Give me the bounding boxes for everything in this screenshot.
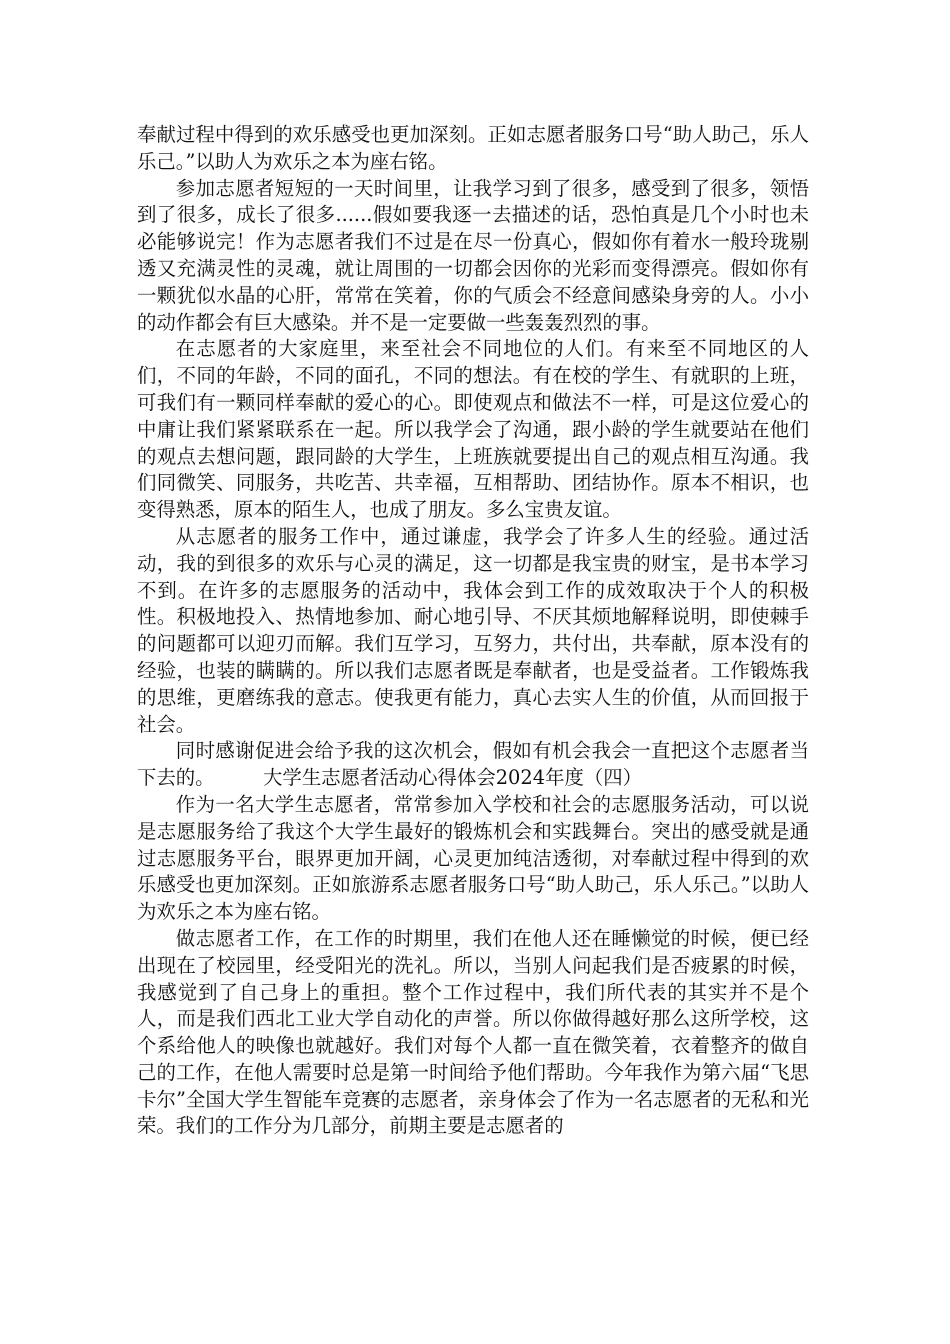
paragraph-1: 奉献过程中得到的欢乐感受也更加深刻。正如志愿者服务口号“助人助己，乐人乐己。”以助人为欢乐之本为座右铭。 [137, 123, 809, 173]
paragraph-4: 从志愿者的服务工作中，通过谦虚，我学会了许多人生的经验。通过活动，我的到很多的欢乐与心灵的满足，这一切都是我宝贵的财宝，是书本学习不到。在许多的志愿服务的活动中，我体会到工作的成效取决于个人的积极性。积极地投入、热情地参加、耐心地引导、不厌其烦地解释说明，即使棘手的问题都可以迎刃而解。我们互学习，互努力，共付出，共奉献，原本没有的经验，也装的瞒瞒的。所以我们志愿者既是奉献者，也是受益者。工作锻炼我的思维，更磨练我的意志。使我更有能力，真心去实人生的价值，从而回报于社会。 [137, 524, 809, 736]
paragraph-2: 参加志愿者短短的一天时间里，让我学习到了很多，感受到了很多，领悟到了很多，成长了很多......假如要我逐一去描述的话，恐怕真是几个小时也未必能够说完！作为志愿者我们不过是在尽一份真心，假如你有着水一般玲珑剔透又充满灵性的灵魂，就让周围的一切都会因你的光彩而变得漂亮。假如你有一颗犹似水晶的心肝，常常在笑着，你的气质会不经意间感染身旁的人。小小的动作都会有巨大感染。并不是一定要做一些轰轰烈烈的事。 [137, 176, 809, 334]
paragraph-7: 做志愿者工作，在工作的时期里，我们在他人还在睡懒觉的时候，便已经出现在了校园里，经受阳光的洗礼。所以，当别人问起我们是否疲累的时候，我感觉到了自己身上的重担。整个工作过程中，我们所代表的其实并不是个人，而是我们西北工业大学自动化的声誉。所以你做得越好那么这所学校，这个系给他人的映像也就越好。我们对每个人都一直在微笑着，衣着整齐的做自己的工作，在他人需要时总是第一时间给予他们帮助。今年我作为第六届“飞思卡尔”全国大学生智能车竞赛的志愿者，亲身体会了作为一名志愿者的无私和光荣。我们的工作分为几部分，前期主要是志愿者的 [137, 926, 809, 1138]
paragraph-3: 在志愿者的大家庭里，来至社会不同地位的人们。有来至不同地区的人们，不同的年龄，不同的面孔，不同的想法。有在校的学生、有就职的上班，可我们有一颗同样奉献的爱心的心。即使观点和做法不一样，可是这位爱心的中庸让我们紧紧联系在一起。所以我学会了沟通，跟小龄的学生就要站在他们的观点去想问题，跟同龄的大学生，上班族就要提出自己的观点相互沟通。我们同微笑、同服务，共吃苦、共幸福，互相帮助、团结协作。原本不相识，也变得熟悉，原本的陌生人，也成了朋友。多么宝贵友谊。 [137, 337, 809, 522]
paragraph-5: 同时感谢促进会给予我的这次机会，假如有机会我会一直把这个志愿者当下去的。 大学生志愿者活动心得体会2024年度（四） [137, 739, 809, 790]
paragraph-6: 作为一名大学生志愿者，常常参加入学校和社会的志愿服务活动，可以说是志愿服务给了我这个大学生最好的锻炼机会和实践舞台。突出的感受就是通过志愿服务平台，眼界更加开阔，心灵更加纯洁透彻，对奉献过程中得到的欢乐感受也更加深刻。正如旅游系志愿者服务口号“助人助己，乐人乐己。”以助人为欢乐之本为座右铭。 [137, 792, 809, 924]
document-page [137, 122, 809, 1140]
